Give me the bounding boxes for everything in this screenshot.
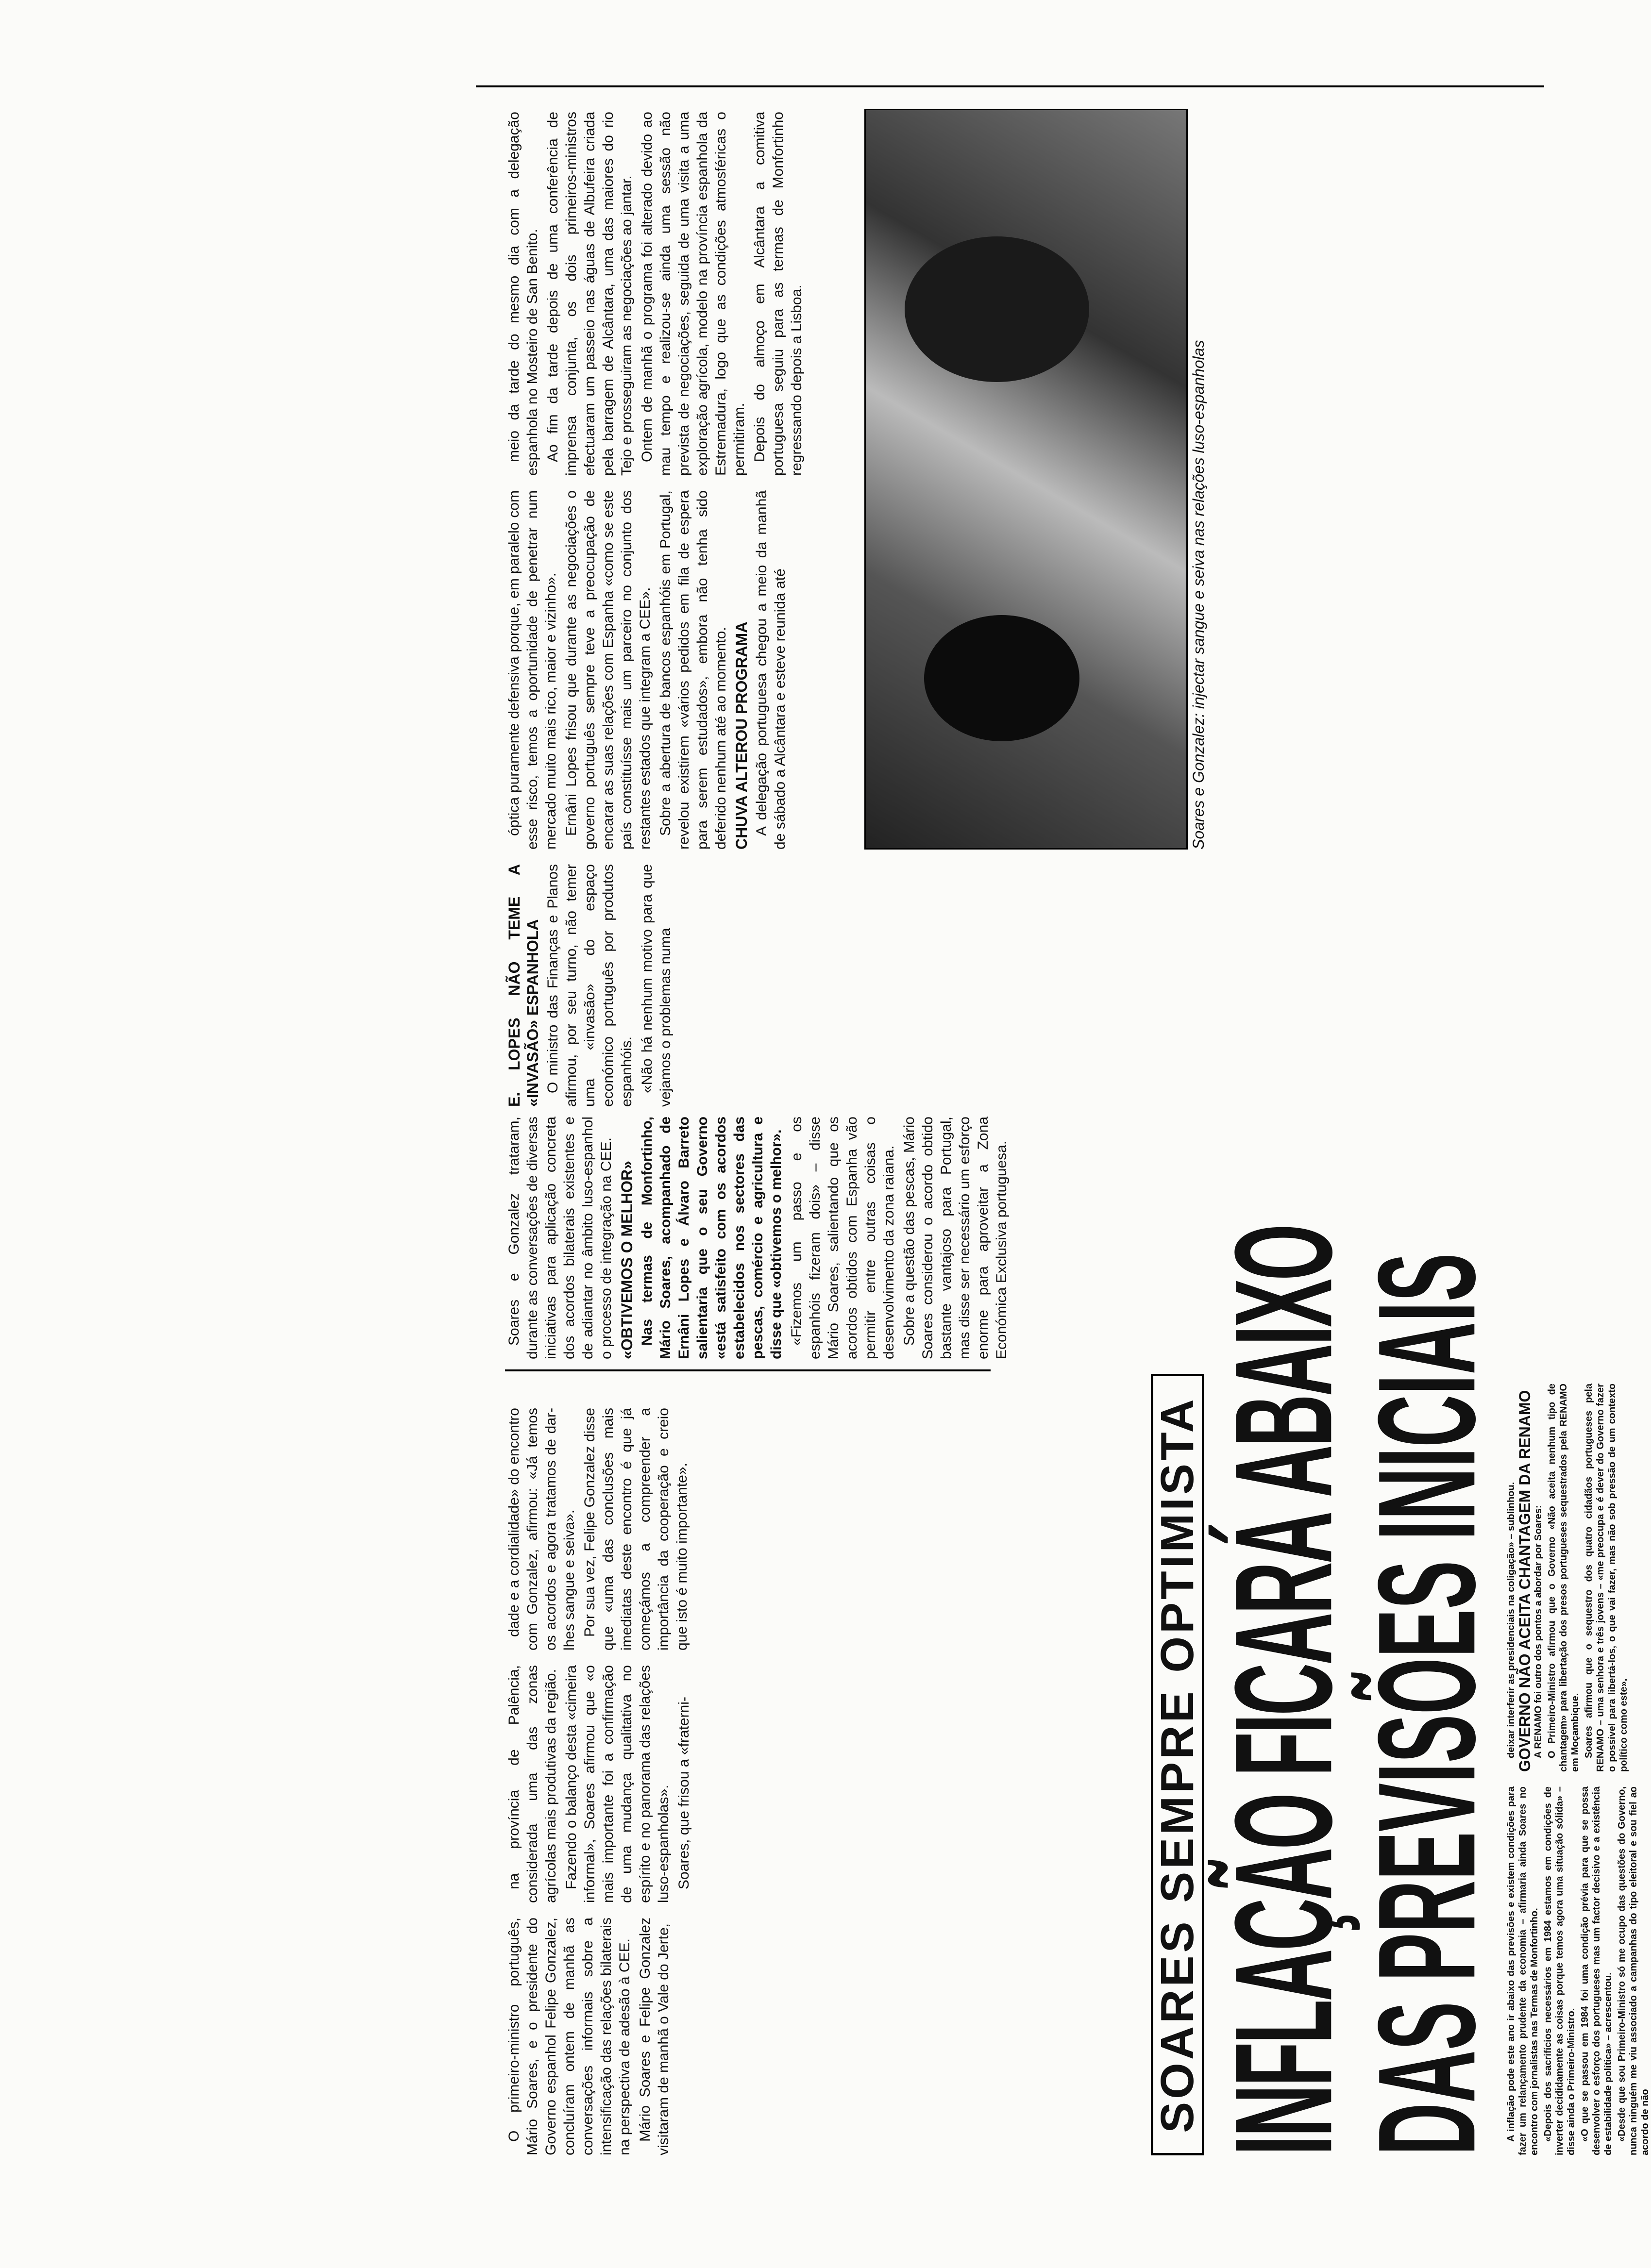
paragraph: Depois do almoço em Alcântara a comitiva portuguesa seguiu para as termas de Monfortinho regressando depois a Lisboa.	[752, 112, 805, 476]
photo-caption: Soares e Gonzalez: injectar sangue e seiva nas relações luso-espanholas	[1190, 340, 1207, 850]
paragraph: Ontem de manhã o programa foi alterado devido ao mau tempo e realizou-se ainda uma sessão não prevista de negociações, seguida de uma visita a uma exploração agrícola, modelo na província espanhola da Estremadura, logo que as condições atmosféricas o permitiram.	[639, 112, 747, 476]
paragraph: Soares e Gonzalez trataram, durante as conversações de diversas iniciativas para aplicação concreta dos acordos bilaterais existentes e de adiantar no âmbito luso-espanhol o processo de integração na CEE.	[506, 1117, 614, 1359]
paragraph: dade e a cordialidade» do encontro com Gonzalez, afirmou: «Já temos os acordos e agora tratamos de dar-lhes sangue e seiva».	[506, 1408, 577, 1651]
paragraph: meio da tarde do mesmo dia com a delegação espanhola no Mosteiro de San Benito.	[506, 112, 540, 476]
subheading: «OBTIVEMOS O MELHOR»	[618, 1161, 636, 1359]
column-4	[505, 1117, 1029, 1359]
column-rule	[505, 1369, 991, 1371]
paragraph: «O que se passou em 1984 foi uma condição prévia para que se possa desenvolver o esforço dos portugueses mas um factor decisivo e a existência de estabilidade política» – acrescentou.	[1580, 1786, 1614, 2155]
banner-title: SOARES SEMPRE OPTIMISTA	[1151, 1374, 1204, 2155]
lower-column-2	[1505, 1384, 1629, 1772]
paragraph: Nas termas de Monfortinho, Mário Soares, acompanhado de Ernâni Lopes e Álvaro Barreto salientaria que o seu Governo «está satisfeito com os acordos estabelecidos nos sectores das pescas, comércio e agricultura e disse que «obtivemos o melhor».	[639, 1117, 784, 1359]
figure-right	[905, 236, 1089, 382]
paragraph: «Não há nenhum motivo para que vejamos o problemas numa	[639, 864, 674, 1107]
paragraph: O Primeiro-Ministro afirmou que o Governo «Não aceita nenhum tipo de chantagem» para libertação dos presos portugueses sequestrados pela RENAMO em Moçambique.	[1547, 1384, 1581, 1772]
paragraph: óptica puramente defensiva porque, em paralelo com esse risco, temos a oportunidade de penetrar num mercado muito mais rico, maior e vizinho».	[506, 490, 559, 850]
paragraph: Mário Soares e Felipe Gonzalez visitaram de manhã o Vale do Jerte,	[637, 1918, 672, 2155]
paragraph: Soares, que frisou a «fraterni-	[676, 1697, 692, 1889]
lower-column-1	[1505, 1786, 1651, 2155]
paragraph: «Fizemos um passo e os espanhóis fizeram dois» – disse Mário Soares, salientando que os acordos obtidos com Espanha vão permitir entre outras coisas o desenvolvimento da zona raiana.	[789, 1117, 897, 1359]
subheading: E. LOPES NÃO TEME A «INVASÃO» ESPANHOLA	[505, 864, 541, 1107]
figure-left	[924, 615, 1079, 741]
paragraph: A RENAMO foi outro dos pontos a abordar por Soares:	[1533, 1505, 1544, 1758]
headline-line-1: INFLAÇÃO FICARÁ ABAIXO	[1205, 1226, 1361, 2155]
paragraph: na província de Palência, considerada uma das zonas agrícolas mais produtivas da região.	[506, 1665, 559, 1903]
paragraph: Ao fim da tarde depois de uma conferência de imprensa conjunta, os dois primeiros-ministros efectuaram um passeio nas águas de Albufeira criada pela barragem de Alcântara, uma das maiores do rio Tejo e prosseguiram as negociações ao jantar.	[545, 112, 635, 476]
column-5	[505, 864, 1029, 1107]
headline-line-2: DAS PREVISÕES INICIAIS	[1348, 1253, 1504, 2155]
paragraph: «Depois dos sacrifícios necessários em 1984 estamos em condições de inverter decididamente as coisas porque temos agora uma situação sólida» – disse ainda o Primeiro-Ministro.	[1543, 1786, 1577, 2155]
paragraph: A inflação pode este ano ir abaixo das previsões e existem condições para fazer um relançamento prudente da economia – afirmaria ainda Soares no encontro com jornalistas nas Termas de Monfortinho.	[1506, 1786, 1540, 2155]
paragraph: A delegação portuguesa chegou a meio da manhã de sábado a Alcântara e esteve reunida até	[754, 490, 788, 850]
paragraph: «Desde que sou Primeiro-Ministro só me ocupo das questões do Governo, nunca ninguém me viu associado a campanhas do tipo eleitoral e sou fiel ao acordo de não	[1617, 1786, 1651, 2155]
subheading: GOVERNO NÃO ACEITA CHANTAGEM DA RENAMO	[1516, 1390, 1533, 1772]
page-edge-rule	[476, 85, 1544, 87]
newspaper-clipping	[476, 78, 1651, 2175]
paragraph: Fazendo o balanço desta «cimeira informal», Soares afirmou que «o mais importante foi a confirmação de uma mudança qualitativa no espírito e no panorama das relações luso-espanholas».	[563, 1665, 672, 1903]
paragraph: Ernâni Lopes frisou que durante as negociações o governo português sempre teve a preocupação de encarar as suas relações com Espanha «como se este país constituísse mais um parceiro no conjunto dos restantes estados que integram a CEE».	[563, 490, 653, 850]
paragraph: Soares afirmou que o sequestro dos quatro cidadãos portugueses pela RENAMO – uma senhora e três jovens – «me preocupa e é dever do Governo fazer o possível para libertá-los, o que vai fazer, mas não sob pressão de um contexto político como este».	[1584, 1384, 1629, 1772]
paragraph: O ministro das Finanças e Planos afirmou, por seu turno, não temer uma «invasão» do espaço económico português por produtos espanhóis.	[545, 864, 635, 1107]
subheading: CHUVA ALTEROU PROGRAMA	[733, 621, 750, 850]
paragraph: deixar interferir as presidenciais na coligação» – sublinhou.	[1506, 1482, 1516, 1758]
rotated-article	[476, 78, 1651, 2175]
column-7	[505, 112, 855, 476]
column-3	[505, 1408, 690, 1651]
news-photo	[864, 109, 1188, 850]
paragraph: Por sua vez, Felipe Gonzalez disse que «uma das conclusões mais imediatas deste encontro é que já começámos a compreender a importância da cooperação e creio que isto é muito importante».	[582, 1408, 690, 1651]
column-2	[505, 1665, 692, 1903]
paragraph: O primeiro-ministro português, Mário Soares, e o presidente do Governo espanhol Felipe Gonzalez, concluíram ontem de manhã as conversações informais sobre a intensificação das relações bilaterais na perspectiva de adesão à CEE.	[506, 1918, 633, 2155]
paragraph: Sobre a questão das pescas, Mário Soares considerou o acordo obtido bastante vantajoso para Portugal, mas disse ser necessário um esforço enorme para aproveitar a Zona Económica Exclusiva portuguesa.	[901, 1117, 1010, 1359]
column-6	[505, 490, 855, 850]
paragraph: Sobre a abertura de bancos espanhóis em Portugal, revelou existirem «vários pedidos em fila de espera para serem estudados», embora não tenha sido deferido nenhum até ao momento.	[657, 490, 729, 850]
column-1	[505, 1918, 672, 2155]
